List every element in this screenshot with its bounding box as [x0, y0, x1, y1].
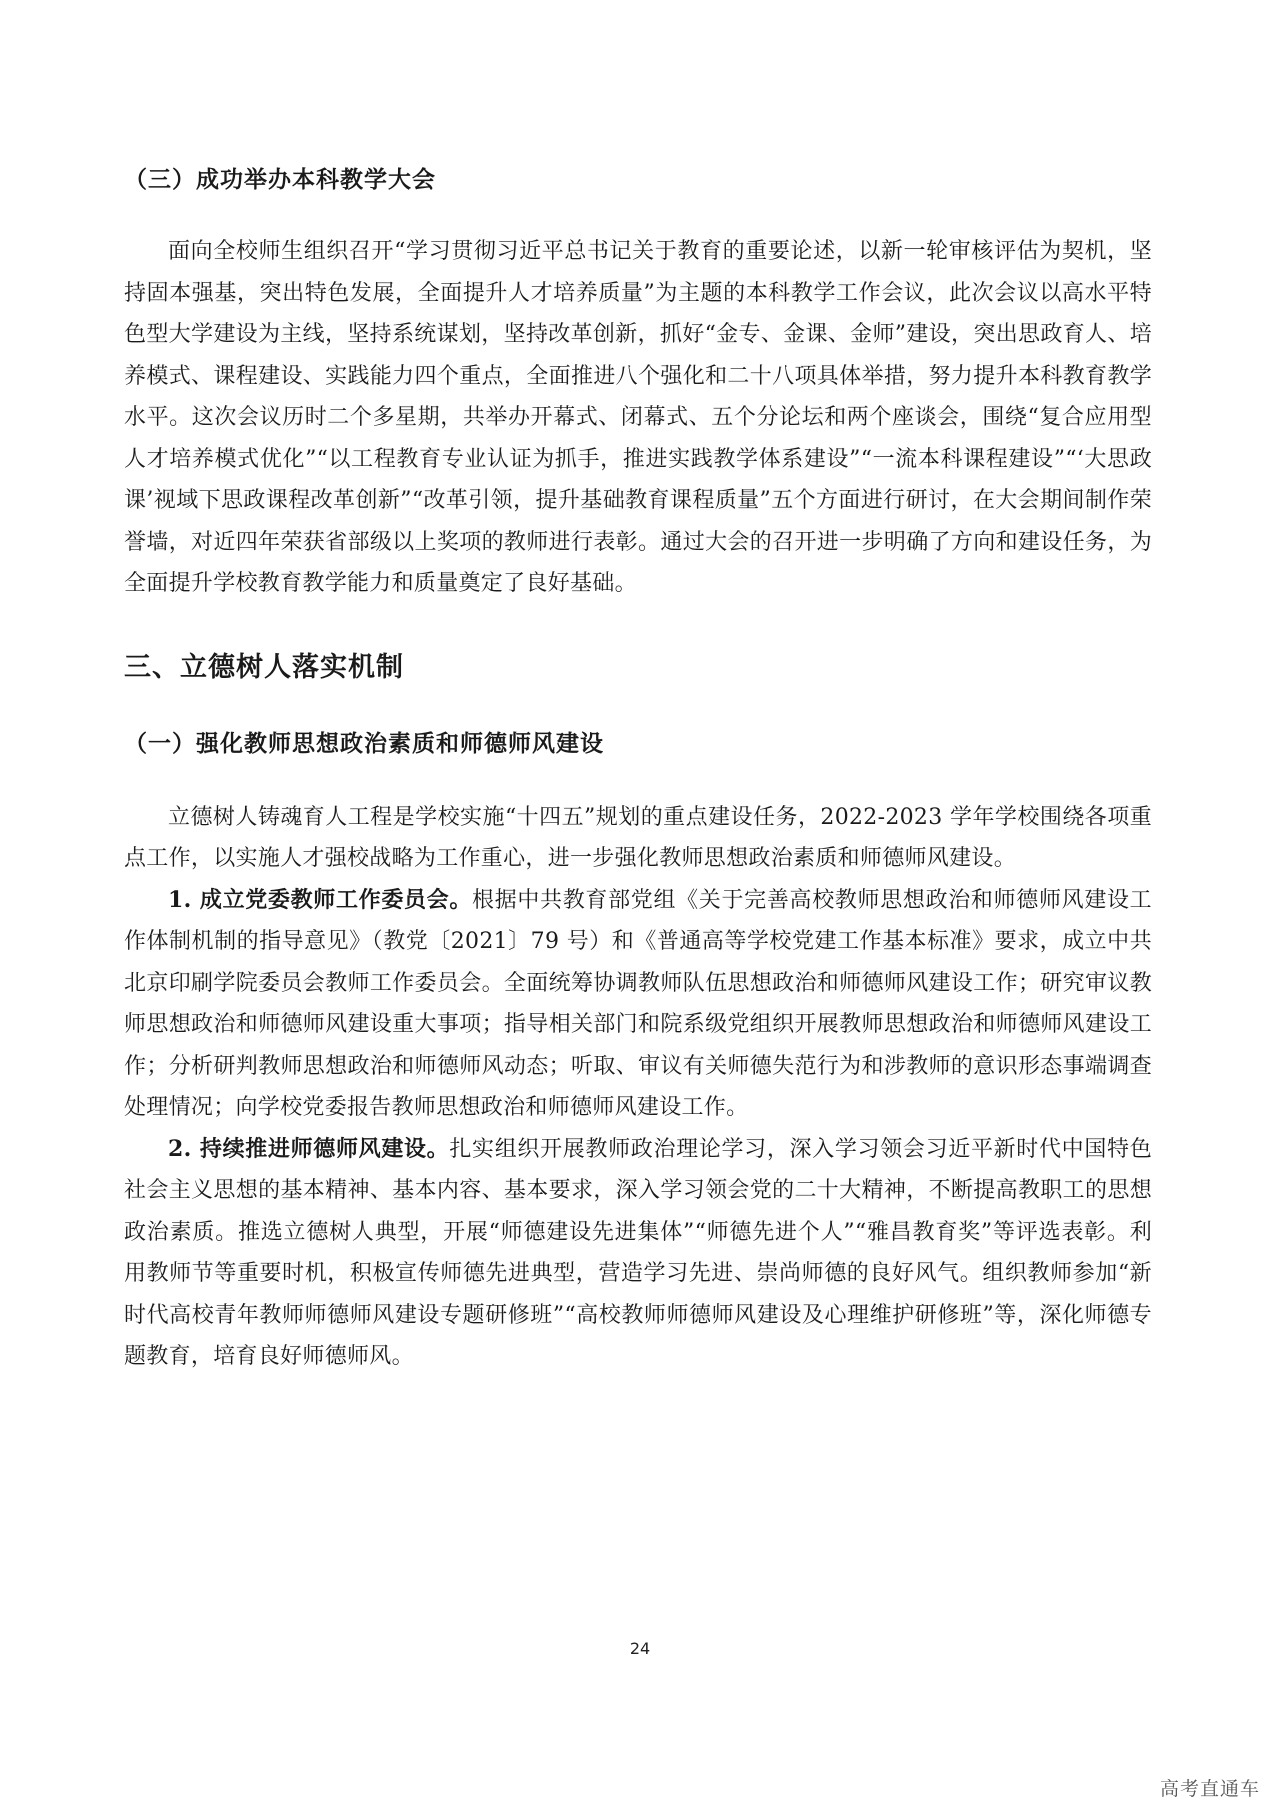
- item-2-title: 2. 持续推进师德师风建设。: [168, 1135, 450, 1162]
- watermark: 高考直通车: [1159, 1778, 1260, 1800]
- item-1-body: 根据中共教育部党组《关于完善高校教师思想政治和师德师风建设工作体制机制的指导意见》（教党〔2021〕79 号）和《普通高等学校党建工作基本标准》要求，成立中共北京印刷学院委员会教师工作委员会。全面统筹协调教师队伍思想政治和师德师风建设工作；研究审议教师思想政治和师德师风建设重大事项；指导相关部门和院系级党组织开展教师思想政治和师德师风建设工作；分析研判教师思想政治和师德师风动态；听取、审议有关师德失范行为和涉教师的意识形态事端调查处理情况；向学校党委报告教师思想政治和师德师风建设工作。: [124, 887, 1152, 1120]
- paragraph-item-1: [124, 880, 1152, 1129]
- paragraph-item-2: [124, 1129, 1152, 1378]
- section-heading: 三、立德树人落实机制: [124, 651, 404, 683]
- paragraph-intro: 立德树人铸魂育人工程是学校实施“十四五”规划的重点建设任务，2022-2023 学年学校围绕各项重点工作，以实施人才强校战略为工作重心，进一步强化教师思想政治素质和师德师风建设。: [124, 804, 1152, 871]
- subsection-heading-teacher-ethics: （一）强化教师思想政治素质和师德师风建设: [124, 730, 604, 757]
- page-number: 24: [629, 1639, 651, 1658]
- subsection-heading-conference: （三）成功举办本科教学大会: [124, 167, 436, 193]
- page-content: [124, 165, 1152, 1378]
- item-1-title: 1. 成立党委教师工作委员会。: [168, 886, 473, 913]
- paragraph-conference: 面向全校师生组织召开“学习贯彻习近平总书记关于教育的重要论述，以新一轮审核评估为契机，坚持固本强基，突出特色发展，全面提升人才培养质量”为主题的本科教学工作会议，此次会议以高水平特色型大学建设为主线，坚持系统谋划，坚持改革创新，抓好“金专、金课、金师”建设，突出思政育人、培养模式、课程建设、实践能力四个重点，全面推进八个强化和二十八项具体举措，努力提升本科教育教学水平。这次会议历时二个多星期，共举办开幕式、闭幕式、五个分论坛和两个座谈会，围绕“复合应用型人才培养模式优化”“以工程教育专业认证为抓手，推进实践教学体系建设”“一流本科课程建设”“‘大思政课’视域下思政课程改革创新”“改革引领，提升基础教育课程质量”五个方面进行研讨，在大会期间制作荣誉墙，对近四年荣获省部级以上奖项的教师进行表彰。通过大会的召开进一步明确了方向和建设任务，为全面提升学校教育教学能力和质量奠定了良好基础。: [124, 239, 1152, 596]
- item-2-body: 扎实组织开展教师政治理论学习，深入学习领会习近平新时代中国特色社会主义思想的基本精神、基本内容、基本要求，深入学习领会党的二十大精神，不断提高教职工的思想政治素质。推选立德树人典型，开展“师德建设先进集体”“师德先进个人”“雅昌教育奖”等评选表彰。利用教师节等重要时机，积极宣传师德先进典型，营造学习先进、崇尚师德的良好风气。组织教师参加“新时代高校青年教师师德师风建设专题研修班”“高校教师师德师风建设及心理维护研修班”等，深化师德专题教育，培育良好师德师风。: [124, 1136, 1152, 1369]
